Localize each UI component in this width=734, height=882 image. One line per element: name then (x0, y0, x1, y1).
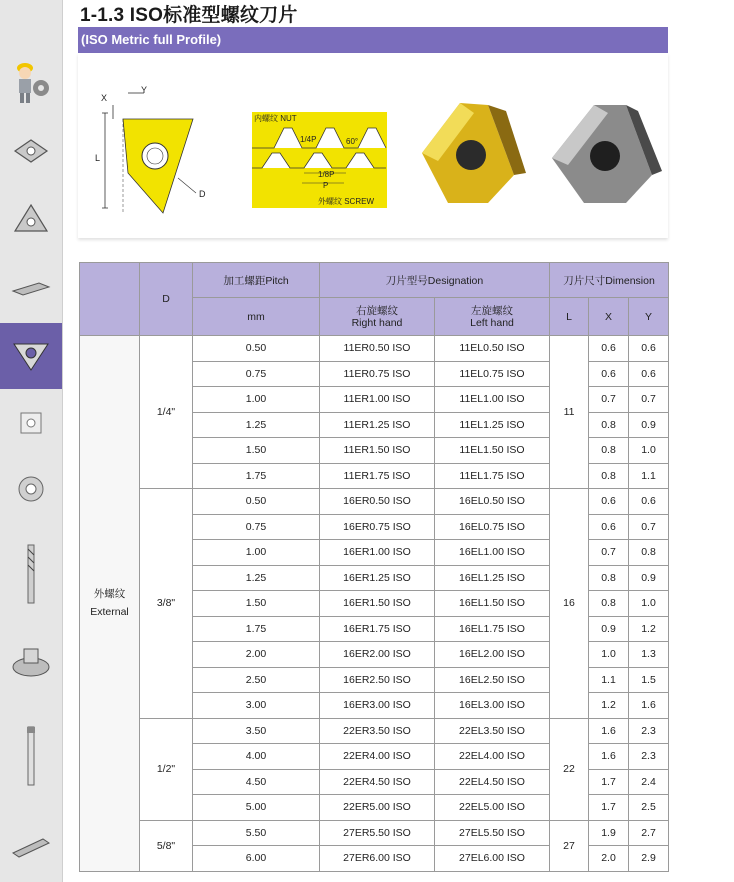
dimension-y: 0.9 (629, 412, 669, 438)
external-thread-label-en: External (90, 606, 129, 619)
worker-mascot-icon (9, 56, 53, 106)
diagram-label-quarter-p: 1/4P (300, 135, 317, 144)
pitch-cell: 0.50 (193, 489, 320, 515)
insert-length-l: 27 (550, 820, 589, 871)
insert-dimension-diagram (78, 53, 668, 238)
sidebar-item-home[interactable] (0, 50, 62, 112)
external-thread-label (80, 336, 140, 872)
left-hand-designation: 16EL2.00 ISO (435, 642, 550, 668)
left-hand-designation: 22EL4.00 ISO (435, 744, 550, 770)
diagram-label-nut: 内螺纹 NUT (254, 114, 297, 123)
diagram-label-d: D (199, 189, 206, 199)
header-mm: mm (193, 298, 320, 336)
dimension-x: 0.6 (589, 336, 629, 362)
trigon-insert-icon (11, 201, 51, 241)
left-hand-designation: 22EL5.00 ISO (435, 795, 550, 821)
left-hand-designation: 27EL5.50 ISO (435, 820, 550, 846)
header-x: X (589, 298, 629, 336)
dimension-y: 1.1 (629, 463, 669, 489)
thread-size-d: 1/2" (140, 718, 193, 820)
thread-size-d: 1/4" (140, 336, 193, 489)
pitch-cell: 1.75 (193, 616, 320, 642)
right-hand-designation: 16ER2.50 ISO (320, 667, 435, 693)
left-hand-designation: 11EL0.50 ISO (435, 336, 550, 362)
header-pitch: 加工螺距Pitch (193, 263, 320, 298)
left-hand-designation: 11EL1.25 ISO (435, 412, 550, 438)
dimension-y: 2.5 (629, 795, 669, 821)
header-y: Y (629, 298, 669, 336)
pitch-cell: 0.75 (193, 514, 320, 540)
sidebar-item-end-mill[interactable] (0, 542, 62, 606)
left-hand-designation: 11EL1.50 ISO (435, 438, 550, 464)
right-hand-designation: 16ER3.00 ISO (320, 693, 435, 719)
grooving-insert-icon (9, 277, 53, 301)
dimension-x: 1.2 (589, 693, 629, 719)
header-d: D (140, 263, 193, 336)
dimension-x: 0.8 (589, 463, 629, 489)
right-hand-designation: 16ER1.50 ISO (320, 591, 435, 617)
left-hand-designation: 27EL6.00 ISO (435, 846, 550, 872)
sidebar-item-square-insert[interactable] (0, 120, 62, 182)
left-hand-cn: 左旋螺纹 (471, 304, 513, 317)
pitch-cell: 2.00 (193, 642, 320, 668)
diagram-label-y: Y (141, 85, 148, 95)
pitch-cell: 2.50 (193, 667, 320, 693)
dimension-y: 0.9 (629, 565, 669, 591)
pitch-cell: 5.50 (193, 820, 320, 846)
pitch-cell: 0.75 (193, 361, 320, 387)
pitch-cell: 0.50 (193, 336, 320, 362)
right-hand-designation: 22ER4.00 ISO (320, 744, 435, 770)
dimension-x: 0.7 (589, 387, 629, 413)
dimension-x: 0.8 (589, 412, 629, 438)
left-hand-designation: 16EL1.50 ISO (435, 591, 550, 617)
dimension-y: 1.6 (629, 693, 669, 719)
pitch-cell: 5.00 (193, 795, 320, 821)
tool-holder-icon (9, 831, 53, 861)
pitch-cell: 1.50 (193, 591, 320, 617)
table-row (80, 489, 669, 515)
dimension-y: 0.6 (629, 489, 669, 515)
table-row (80, 820, 669, 846)
sidebar-item-grooving-insert[interactable] (0, 258, 62, 320)
dimension-x: 0.8 (589, 591, 629, 617)
table-row (80, 718, 669, 744)
header-left-hand (435, 298, 550, 336)
table-body (80, 336, 669, 872)
diagram-panel (78, 53, 668, 238)
thread-size-d: 3/8" (140, 489, 193, 719)
dimension-x: 0.6 (589, 489, 629, 515)
dimension-y: 2.3 (629, 718, 669, 744)
header-l: L (550, 298, 589, 336)
dimension-x: 1.1 (589, 667, 629, 693)
diagram-label-eighth-p: 1/8P (318, 170, 335, 179)
dimension-y: 0.6 (629, 336, 669, 362)
pitch-cell: 1.75 (193, 463, 320, 489)
right-hand-designation: 22ER5.00 ISO (320, 795, 435, 821)
dimension-x: 1.0 (589, 642, 629, 668)
square-insert-icon (11, 134, 51, 168)
left-hand-designation: 16EL1.00 ISO (435, 540, 550, 566)
diagram-label-l: L (95, 153, 101, 163)
dimension-y: 2.4 (629, 769, 669, 795)
header-right-hand (320, 298, 435, 336)
dimension-y: 2.3 (629, 744, 669, 770)
header-blank (80, 263, 140, 336)
pitch-cell: 3.50 (193, 718, 320, 744)
dimension-y: 0.8 (629, 540, 669, 566)
table-row (80, 336, 669, 362)
right-hand-en: Right hand (351, 316, 403, 329)
right-hand-designation: 11ER1.50 ISO (320, 438, 435, 464)
left-hand-designation: 22EL3.50 ISO (435, 718, 550, 744)
specification-table (79, 262, 669, 872)
dimension-x: 1.6 (589, 718, 629, 744)
right-hand-cn: 右旋螺纹 (356, 304, 398, 317)
left-hand-en: Left hand (470, 316, 514, 329)
insert-length-l: 11 (550, 336, 589, 489)
dimension-y: 0.6 (629, 361, 669, 387)
right-hand-designation: 16ER1.25 ISO (320, 565, 435, 591)
pitch-cell: 1.25 (193, 412, 320, 438)
pitch-cell: 1.50 (193, 438, 320, 464)
right-hand-designation: 16ER0.50 ISO (320, 489, 435, 515)
dimension-x: 0.6 (589, 361, 629, 387)
sidebar-item-round-insert[interactable] (0, 458, 62, 520)
right-hand-designation: 11ER1.00 ISO (320, 387, 435, 413)
dimension-x: 1.6 (589, 744, 629, 770)
dimension-x: 0.9 (589, 616, 629, 642)
pitch-cell: 1.00 (193, 540, 320, 566)
dimension-y: 1.5 (629, 667, 669, 693)
right-hand-designation: 16ER2.00 ISO (320, 642, 435, 668)
pitch-cell: 3.00 (193, 693, 320, 719)
category-sidebar (0, 0, 63, 882)
dimension-x: 0.8 (589, 565, 629, 591)
right-hand-designation: 16ER1.00 ISO (320, 540, 435, 566)
boring-bar-icon (21, 725, 41, 787)
sidebar-item-trigon-insert[interactable] (0, 190, 62, 252)
left-hand-designation: 16EL3.00 ISO (435, 693, 550, 719)
left-hand-designation: 16EL1.25 ISO (435, 565, 550, 591)
right-hand-designation: 11ER1.75 ISO (320, 463, 435, 489)
dimension-y: 2.7 (629, 820, 669, 846)
diagram-label-screw: 外螺纹 SCREW (318, 197, 374, 206)
right-hand-designation: 16ER0.75 ISO (320, 514, 435, 540)
round-insert-icon (13, 471, 49, 507)
diagram-label-angle: 60° (346, 137, 359, 146)
right-hand-designation: 22ER3.50 ISO (320, 718, 435, 744)
section-subtitle: (ISO Metric full Profile) (78, 27, 668, 53)
right-hand-designation: 11ER0.75 ISO (320, 361, 435, 387)
left-hand-designation: 16EL2.50 ISO (435, 667, 550, 693)
diagram-label-p: P (323, 181, 329, 190)
pitch-cell: 4.00 (193, 744, 320, 770)
thread-size-d: 5/8" (140, 820, 193, 871)
right-hand-designation: 27ER6.00 ISO (320, 846, 435, 872)
dimension-x: 1.7 (589, 795, 629, 821)
dimension-x: 2.0 (589, 846, 629, 872)
left-hand-designation: 16EL1.75 ISO (435, 616, 550, 642)
pitch-cell: 4.50 (193, 769, 320, 795)
dimension-x: 0.8 (589, 438, 629, 464)
sidebar-item-milling-insert[interactable] (0, 392, 62, 454)
left-hand-designation: 22EL4.50 ISO (435, 769, 550, 795)
left-hand-designation: 16EL0.50 ISO (435, 489, 550, 515)
left-hand-designation: 11EL1.00 ISO (435, 387, 550, 413)
dimension-y: 1.0 (629, 591, 669, 617)
pitch-cell: 1.25 (193, 565, 320, 591)
dimension-x: 0.6 (589, 514, 629, 540)
page-title: 1-1.3 ISO标准型螺纹刀片 (80, 5, 298, 26)
dimension-y: 2.9 (629, 846, 669, 872)
right-hand-designation: 22ER4.50 ISO (320, 769, 435, 795)
header-dimension: 刀片尺寸Dimension (550, 263, 669, 298)
header-designation: 刀片型号Designation (320, 263, 550, 298)
pitch-cell: 1.00 (193, 387, 320, 413)
insert-length-l: 16 (550, 489, 589, 719)
threading-insert-icon (10, 338, 52, 374)
right-hand-designation: 16ER1.75 ISO (320, 616, 435, 642)
dimension-x: 0.7 (589, 540, 629, 566)
dimension-y: 1.2 (629, 616, 669, 642)
dimension-x: 1.7 (589, 769, 629, 795)
right-hand-designation: 27ER5.50 ISO (320, 820, 435, 846)
diagram-label-x: X (101, 93, 108, 103)
right-hand-designation: 11ER0.50 ISO (320, 336, 435, 362)
insert-length-l: 22 (550, 718, 589, 820)
milling-insert-icon (13, 405, 49, 441)
left-hand-designation: 11EL1.75 ISO (435, 463, 550, 489)
dimension-y: 0.7 (629, 514, 669, 540)
left-hand-designation: 11EL0.75 ISO (435, 361, 550, 387)
dimension-y: 0.7 (629, 387, 669, 413)
sidebar-item-tool-holder[interactable] (0, 815, 62, 877)
end-mill-icon (21, 543, 41, 605)
pitch-cell: 6.00 (193, 846, 320, 872)
sidebar-item-boring-bar[interactable] (0, 725, 62, 787)
dimension-y: 1.0 (629, 438, 669, 464)
face-mill-cutter-icon (9, 643, 53, 683)
right-hand-designation: 11ER1.25 ISO (320, 412, 435, 438)
sidebar-item-threading-insert[interactable] (0, 323, 62, 389)
dimension-y: 1.3 (629, 642, 669, 668)
sidebar-item-face-mill-cutter[interactable] (0, 632, 62, 694)
dimension-x: 1.9 (589, 820, 629, 846)
external-thread-label-cn: 外螺纹 (93, 588, 126, 601)
left-hand-designation: 16EL0.75 ISO (435, 514, 550, 540)
